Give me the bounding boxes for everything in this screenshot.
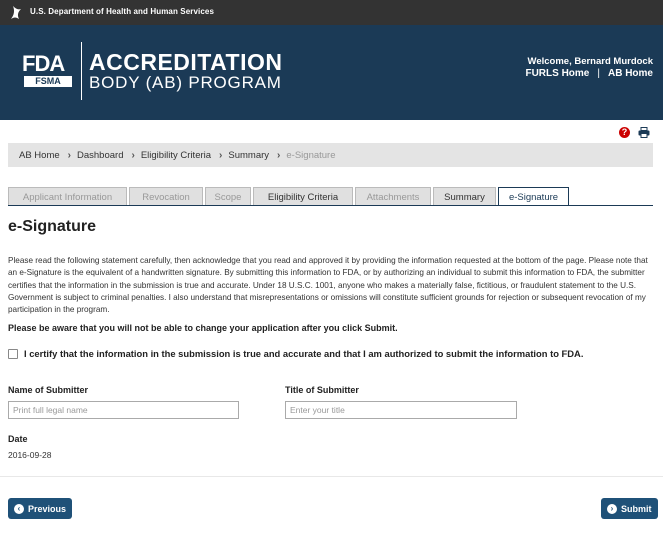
breadcrumb-eligibility-criteria[interactable]: Eligibility Criteria [140,149,212,161]
previous-button[interactable] [8,498,72,519]
breadcrumb [8,143,653,167]
tab-e-signature[interactable]: e-Signature [498,187,569,206]
name-of-submitter-input[interactable] [8,401,239,419]
certify-checkbox[interactable] [8,349,18,359]
chevron-right-icon: › [67,149,71,161]
date-value: 2016-09-28 [8,450,52,460]
printer-icon[interactable] [638,127,650,138]
tab-summary[interactable]: Summary [433,187,496,206]
esignature-statement: Please read the following statement carefully, then acknowledge that you read and approved it by providing the information requested at the bottom of the page. Please note that an e-Signature is the equivalent of a handwritten signature. By submitting this information to FDA, or by authorizing an individual to submit this information to FDA, the submitter certifies that the information in the submission is true and accurate. Under 18 U.S.C. 1001, anyone who makes a materially false, fictitious, or fraudulent statement to the U.S. Government is subject to criminal penalties. I also understand that misrepresentations or omissions will constitute sufficient grounds for rejection or subsequent revocation of my participation in the program. [8,256,648,315]
fsma-logo-text: FSMA [24,76,72,87]
submit-warning: Please be aware that you will not be able to change your application after you click Submit. [8,323,398,333]
chevron-right-icon: › [607,504,617,514]
program-title-line2: BODY (AB) PROGRAM [89,73,282,92]
application-tabs [8,187,569,206]
welcome-message: Welcome, Bernard Murdock [527,56,653,67]
site-banner [0,25,663,120]
breadcrumb-current: e-Signature [286,149,336,161]
help-icon[interactable]: ? [619,127,630,138]
previous-button-label: Previous [28,503,67,514]
chevron-right-icon: › [219,149,223,161]
breadcrumb-dashboard[interactable]: Dashboard [77,149,124,161]
user-links [525,68,653,79]
ab-home-link[interactable]: AB Home [607,68,653,79]
fda-logo-text: FDA [22,51,65,76]
certify-row[interactable] [8,348,583,359]
tab-applicant-information: Applicant Information [8,187,127,206]
chevron-right-icon: › [277,149,281,161]
submit-button[interactable] [601,498,658,519]
title-of-submitter-input[interactable] [285,401,517,419]
chevron-left-icon: ‹ [14,504,24,514]
tab-eligibility-criteria[interactable]: Eligibility Criteria [253,187,353,206]
page-title: e-Signature [8,218,97,235]
tabs-underline [8,205,653,206]
hhs-eagle-icon [9,4,23,21]
utility-icons [619,127,650,138]
furls-home-link[interactable]: FURLS Home [525,68,590,79]
hhs-top-bar [0,0,663,25]
submit-button-label: Submit [621,503,652,514]
program-title-line1: ACCREDITATION [89,49,283,75]
fda-fsma-logo[interactable] [22,52,74,88]
tab-scope: Scope [205,187,251,206]
link-separator: | [597,68,600,79]
breadcrumb-ab-home[interactable]: AB Home [19,149,60,161]
tab-revocation: Revocation [129,187,203,206]
title-of-submitter-label: Title of Submitter [285,385,359,395]
name-of-submitter-label: Name of Submitter [8,385,89,395]
agency-name[interactable]: U.S. Department of Health and Human Services [30,7,215,16]
logo-divider [81,42,82,100]
breadcrumb-summary[interactable]: Summary [228,149,270,161]
date-label: Date [8,434,28,444]
footer-divider [0,476,663,477]
tab-attachments: Attachments [355,187,431,206]
chevron-right-icon: › [131,149,135,161]
certify-label[interactable]: I certify that the information in the submission is true and accurate and that I am authorized to submit the information to FDA. [24,348,584,359]
